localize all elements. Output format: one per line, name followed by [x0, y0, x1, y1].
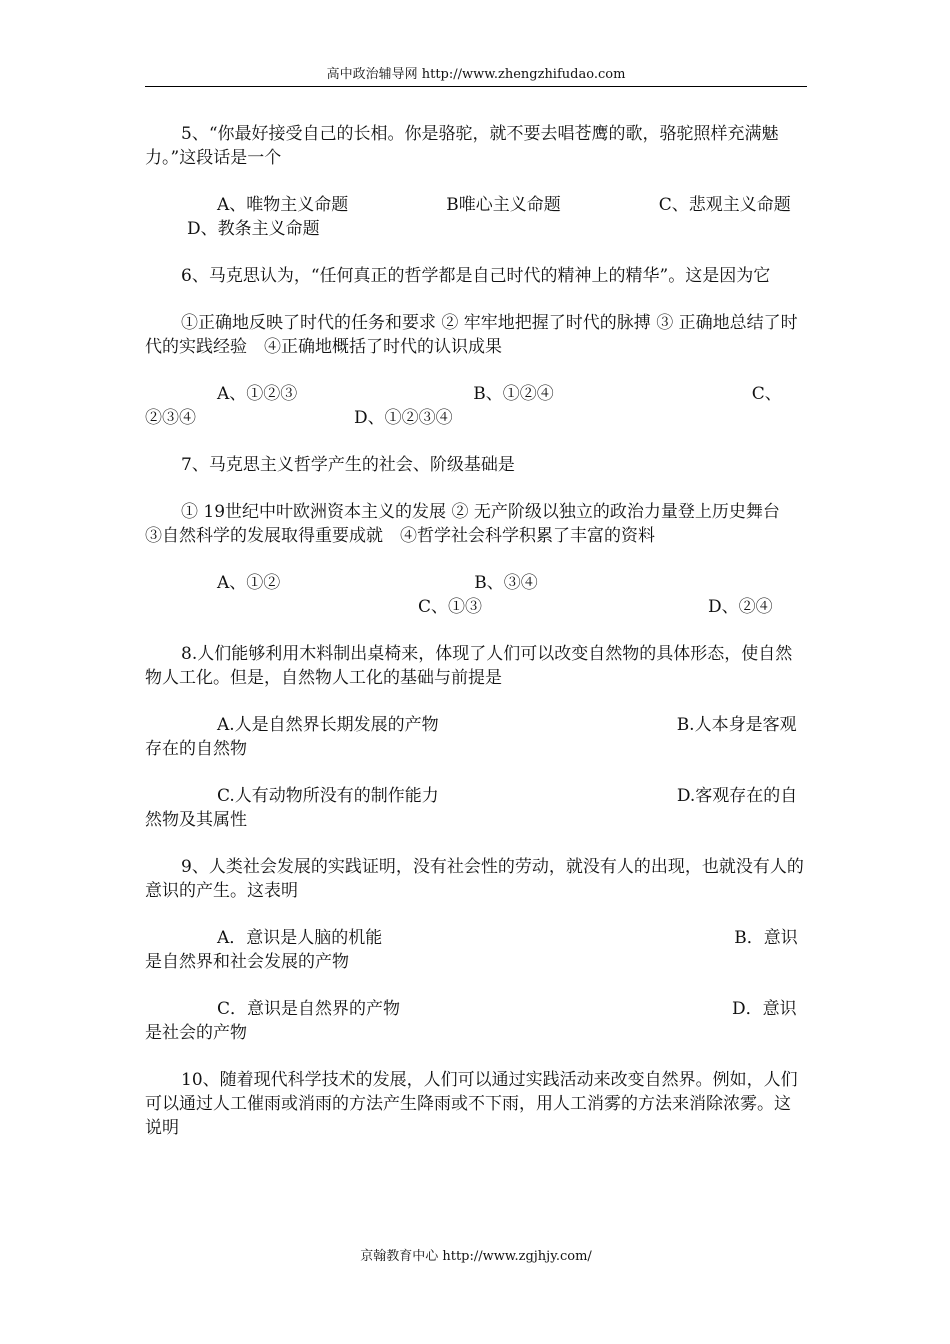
question-9-option-b: B．意识是自然界和社会发展的产物: [145, 928, 798, 972]
question-6-options: [145, 382, 807, 430]
question-6-option-b: B、①②④: [473, 384, 554, 404]
question-8-stem: 8.人们能够利用木料制出桌椅来，体现了人们可以改变自然物的具体形态，使自然物人工化。但是，自然物人工化的基础与前提是: [145, 644, 793, 688]
question-7-stem: 7、马克思主义哲学产生的社会、阶级基础是: [181, 455, 515, 475]
question-5-option-d: D、教条主义命题: [187, 219, 320, 239]
question-6-option-c: C、②③④: [145, 384, 782, 428]
question-8-option-c: C.人有动物所没有的制作能力: [217, 786, 439, 806]
question-9-option-a: A．意识是人脑的机能: [217, 928, 383, 948]
question-9-option-c: C．意识是自然界的产物: [217, 999, 401, 1019]
question-9-option-d: D．意识是社会的产物: [145, 999, 797, 1043]
question-8-options-ab: [145, 713, 807, 761]
question-6-option-d: D、①②③④: [354, 408, 453, 428]
question-5-stem: 5、“你最好接受自己的长相。你是骆驼，就不要去唱苍鹰的歌，骆驼照样充满魅力。”这段话是一个: [145, 124, 779, 168]
question-10-stem: 10、随着现代科学技术的发展，人们可以通过实践活动来改变自然界。例如，人们可以通过人工催雨或消雨的方法产生降雨或不下雨，用人工消雾的方法来消除浓雾。这说明: [145, 1070, 798, 1138]
question-6-option-a: A、①②③: [217, 384, 298, 404]
question-8-option-b: B.人本身是客观存在的自然物: [145, 715, 797, 759]
page-footer: 京翰教育中心 http://www.zgjhjy.com/: [360, 1249, 592, 1264]
question-7-options: [145, 571, 807, 619]
question-8-option-a: A.人是自然界长期发展的产物: [217, 715, 439, 735]
question-7-option-a: A、①②: [217, 573, 281, 593]
question-5-option-b: B唯心主义命题: [446, 195, 561, 215]
header-rule: [145, 86, 807, 87]
question-9-stem: 9、人类社会发展的实践证明，没有社会性的劳动，就没有人的出现，也就没有人的意识的产生。这表明: [145, 857, 804, 901]
question-7-option-b: B、③④: [474, 573, 538, 593]
question-7-statements: ① 19世纪中叶欧洲资本主义的发展 ② 无产阶级以独立的政治力量登上历史舞台 ③自然科学的发展取得重要成就 ④哲学社会科学积累了丰富的资料: [145, 502, 797, 546]
question-8-option-d: D.客观存在的自然物及其属性: [145, 786, 798, 830]
question-7-option-d: D、②④: [708, 597, 773, 617]
question-6-statements: ①正确地反映了时代的任务和要求 ② 牢牢地把握了时代的脉搏 ③ 正确地总结了时代的实践经验 ④正确地概括了时代的认识成果: [145, 313, 798, 357]
question-8-options-cd: [145, 784, 807, 832]
question-7-option-c: C、①③: [418, 597, 483, 617]
question-6-stem: 6、马克思认为，“任何真正的哲学都是自己时代的精神上的精华”。这是因为它: [181, 266, 771, 286]
question-9-options-ab: [145, 926, 807, 974]
page-header: 高中政治辅导网 http://www.zhengzhifudao.com: [326, 67, 626, 82]
question-5-option-c: C、悲观主义命题: [658, 195, 791, 215]
question-5-option-a: A、唯物主义命题: [217, 195, 349, 215]
question-content: [145, 122, 807, 1163]
question-5-options: [145, 193, 807, 241]
question-9-options-cd: [145, 997, 807, 1045]
